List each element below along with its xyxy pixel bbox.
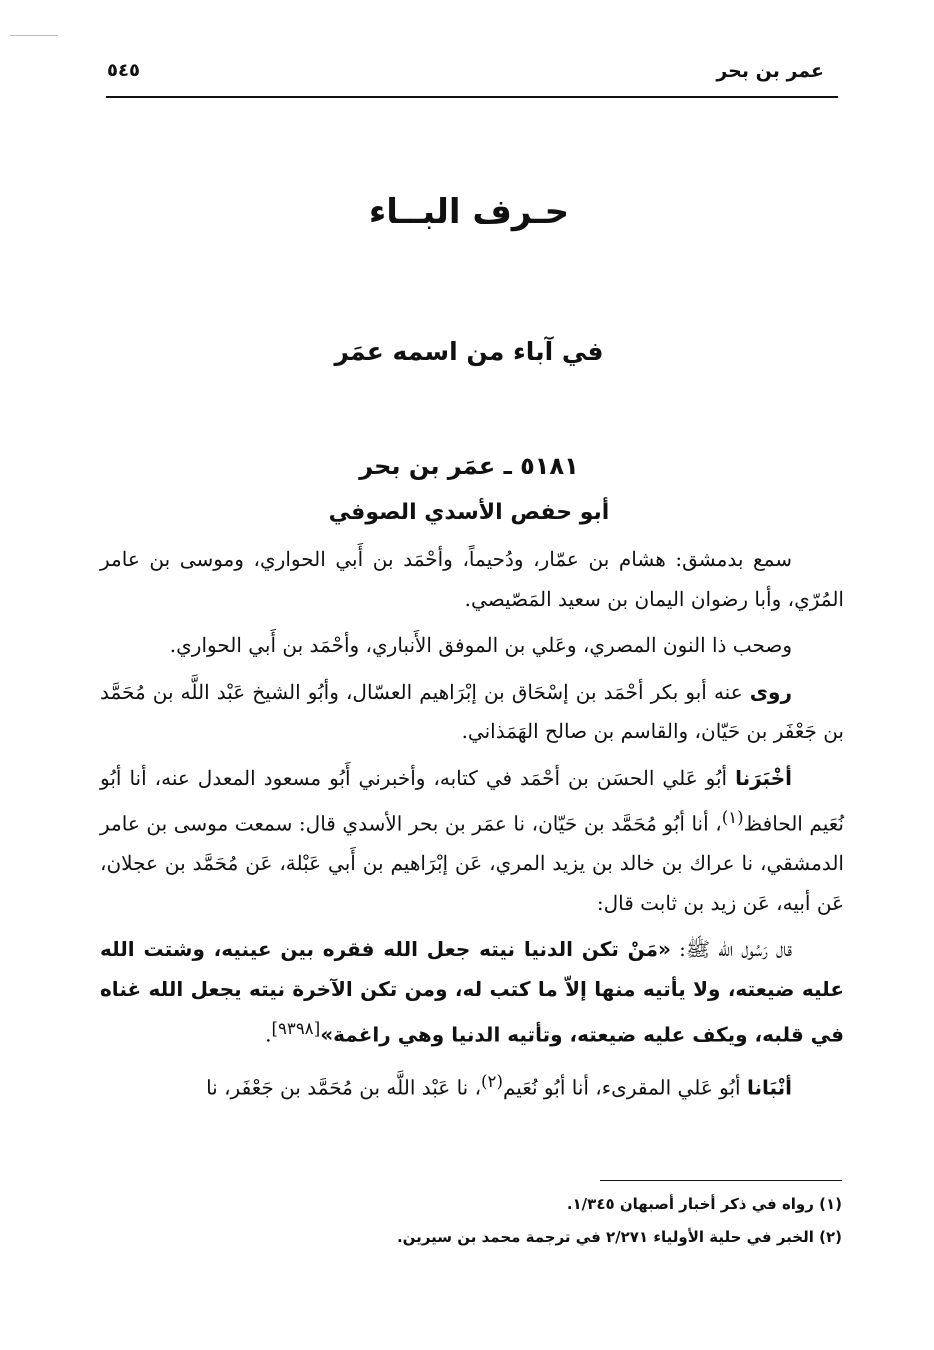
hadith-number: [٩٣٩٨] [271,1019,321,1039]
paragraph-text: ، أنا أبُو مُحَمَّد بن حَيّان، نا عمَر بن بحر الأسدي قال: سمعت موسى بن عامر الدمشقي، نا عراك بن خالد بن يزيد المري، عَن إبْرَاهيم بن أَبي عَبْلة، عَن مُحَمَّد بن عجلان، عَن أبيه، عَن زيد بن ثابت قال: [100,811,844,915]
margin-mark [10,35,58,36]
footnote-rule [600,1180,842,1181]
footnote-2: (٢) الخبر في حلية الأولياء ٢/٢٧١ في ترجمة محمد بن سيرين. [396,1228,842,1246]
paragraph-text: عنه أبو بكر أحْمَد بن إسْحَاق بن إبْرَاهيم العسّال، وأبُو الشيخ عَبْد اللَّه بن مُحَمَّد بن جَعْفَر بن حَيّان، والقاسم بن صالح الهَمَذاني. [100,679,844,743]
paragraph-companions: وصحب ذا النون المصري، وعَلي بن الموفق الأَنباري، وأحْمَد بن أَبي الحواري. [169,633,792,657]
paragraph-isnad [100,759,844,924]
hadith-text: «مَنْ تكن الدنيا نيته جعل الله فقره بين عينيه، وشتت الله عليه ضيعته، ولا يأتيه منها إلاّ ما كتب له، ومن تكن الآخرة نيته يجعل الله غناه في قلبه، ويكف عليه ضيعته، وتأتيه الدنيا وهي راغمة» [100,937,844,1047]
paragraph-isnad-2 [100,1062,844,1108]
footnote-1: (١) رواه في ذكر أخبار أصبهان ١/٣٤٥. [566,1195,842,1213]
paragraph-text: أبُو عَلي المقرىء، أنا أبُو نُعَيم [503,1075,747,1100]
entry-title: ٥١٨١ ـ عمَر بن بحر [359,452,579,480]
paragraph-end: . [265,1022,272,1047]
running-title: عمر بن بحر [716,60,824,82]
paragraph-text: أبُو عَلي الحسَن بن أحْمَد في كتابه، وأخبرني أَبُو مسعود المعدل عنه، أنا أبُو نُعَيم الحافظ [100,765,844,836]
page-number: ٥٤٥ [107,60,140,81]
paragraph-narrators [100,673,844,752]
transmission-term: أخْبَرَنا [735,765,792,790]
footnote-ref-1: (١) [721,808,744,827]
footnotes [120,1188,842,1254]
transmission-term: أنْبَانا [746,1075,792,1100]
section-title: حـرف البــاء [368,192,570,232]
transmission-term: روى [749,679,792,704]
entry-body [100,540,844,1115]
paragraph-hadith [100,930,844,1055]
subsection-title: في آباء من اسمه عمَر [334,337,604,366]
footnote-ref-2: (٢) [481,1072,503,1092]
paragraph-text: ، نا عَبْد اللَّه بن مُحَمَّد بن جَعْفَر، نا [206,1075,482,1100]
paragraph-text: قال رَسُول الله ﷺ: [670,937,792,962]
entry-subtitle: أبو حفص الأسدي الصوفي [328,500,610,525]
paragraph-teachers: سمع بدمشق: هشام بن عمّار، ودُحيماً، وأحْمَد بن أَبي الحواري، وموسى بن عامر المُرّي، وأبا رضوان اليمان بن سعيد المَصّيصي. [100,547,844,611]
header-rule [106,96,838,98]
